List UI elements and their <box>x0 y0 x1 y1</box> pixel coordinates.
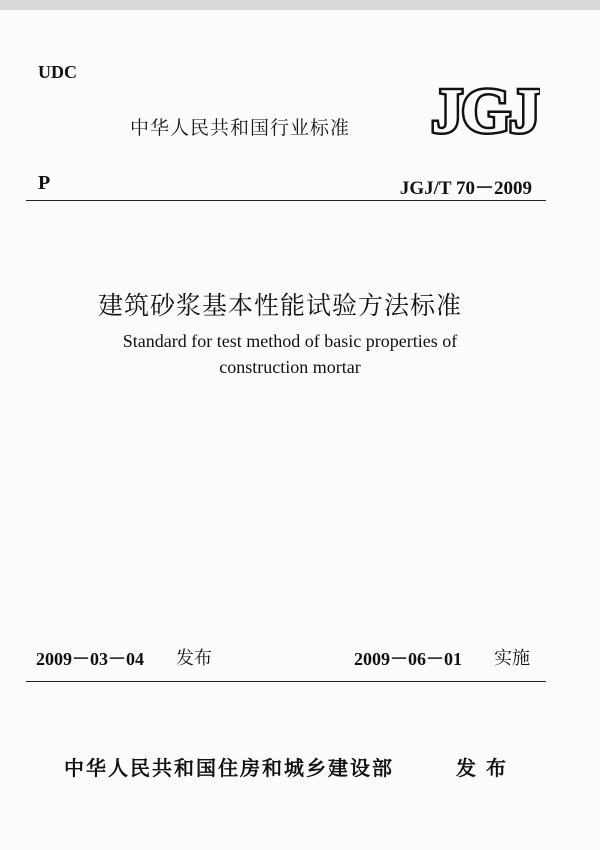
udc-label: UDC <box>38 62 77 82</box>
title-chinese: 建筑砂浆基本性能试验方法标准 <box>97 291 462 320</box>
page-top-edge <box>0 0 600 10</box>
publish-label: 发布 <box>456 756 516 780</box>
implementation-label: 实施 <box>494 648 530 669</box>
title-english-line-1: Standard for test method of basic properties of <box>122 331 458 351</box>
publisher-name: 中华人民共和国住房和城乡建设部 <box>64 756 394 780</box>
industry-standard-heading: 中华人民共和国行业标准 <box>130 117 351 139</box>
bottom-divider <box>26 681 546 682</box>
issue-date: 2009－03－04 <box>36 649 144 669</box>
category-code: P <box>38 172 51 194</box>
standard-cover-page <box>0 10 600 850</box>
jgj-logo <box>430 72 540 144</box>
jgj-logo-text: JGJ <box>431 75 539 144</box>
standard-number: JGJ/T 70－2009 <box>399 178 532 199</box>
title-english-line-2: construction mortar <box>219 357 361 377</box>
top-divider <box>26 200 546 201</box>
implementation-date: 2009－06－01 <box>354 649 462 669</box>
title-english <box>0 328 580 380</box>
issue-label: 发布 <box>176 648 212 669</box>
